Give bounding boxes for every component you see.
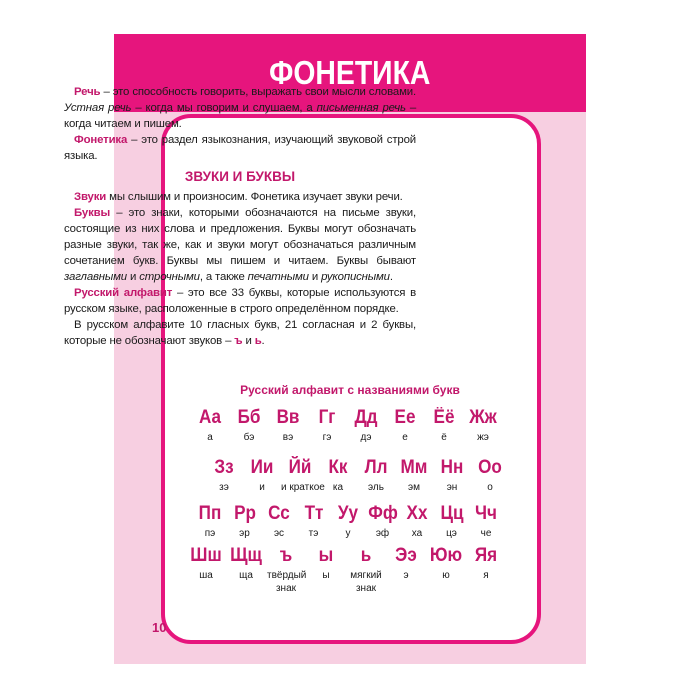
italic-term: Устная речь xyxy=(64,102,132,114)
paragraph-sounds xyxy=(64,189,416,205)
letter-name: тэ xyxy=(308,528,319,539)
letter-name: я xyxy=(483,570,489,581)
letter-glyph: Чч xyxy=(475,503,497,524)
letter-name: вэ xyxy=(282,432,294,443)
section-heading: ЗВУКИ И БУКВЫ xyxy=(184,169,296,184)
letter-name: ё xyxy=(441,432,447,443)
letter-cell xyxy=(191,503,229,540)
italic-term: печатными xyxy=(247,271,309,283)
letter-cell xyxy=(427,545,465,582)
letter-glyph: Гг xyxy=(318,407,336,428)
letter-name: мягкий xyxy=(350,570,382,581)
letter-glyph: Оо xyxy=(478,457,502,478)
letter-glyph: Хх xyxy=(406,503,428,524)
text-span: В русском алфавите 10 гласных букв, 21 согласная и 2 буквы, которые не обозначают звуков – xyxy=(64,319,416,347)
letter-cell xyxy=(295,503,333,540)
letter-glyph: Юю xyxy=(429,545,463,566)
letter-glyph: Фф xyxy=(367,503,398,524)
letter-cell xyxy=(243,457,281,494)
letter-name: эн xyxy=(446,482,458,493)
letter-cell xyxy=(464,407,502,444)
letter-cell xyxy=(364,503,402,540)
letter-glyph: Ээ xyxy=(395,545,417,566)
letter-glyph: ъ xyxy=(279,545,293,566)
text-span: и xyxy=(242,335,255,347)
letter-cell xyxy=(187,545,225,582)
letter-name: ка xyxy=(332,482,344,493)
letter-glyph: Сс xyxy=(268,503,290,524)
letter-name: ща xyxy=(239,570,253,581)
letter-cell xyxy=(347,407,385,444)
italic-term: заглавными xyxy=(64,271,127,283)
letter-glyph: ь xyxy=(360,545,372,566)
letter-cell xyxy=(319,457,357,494)
paragraph-phonetics xyxy=(64,132,416,164)
letter-glyph: Жж xyxy=(469,407,497,428)
letter-cell xyxy=(226,503,264,540)
text-span: . xyxy=(261,335,265,347)
letter-glyph: Уу xyxy=(337,503,359,524)
text-span: – это способность говорить, выражать свои мысли словами. xyxy=(100,86,416,98)
text-span: – когда читаем и пишем. xyxy=(64,102,417,130)
italic-term: строчными xyxy=(139,271,200,283)
alphabet-title: Русский алфавит с названиями букв xyxy=(240,383,460,397)
letter-cell xyxy=(471,457,509,494)
letter-cell xyxy=(387,545,425,582)
text-span: – это раздел языкознания, изучающий звуковой строй языка. xyxy=(64,134,416,162)
letter-name: э xyxy=(403,570,409,581)
text-span: и xyxy=(127,271,140,283)
letter-name: эль xyxy=(368,482,384,493)
italic-term: письменная речь xyxy=(316,102,406,114)
letter-cell xyxy=(357,457,395,494)
letter-name: жэ xyxy=(477,432,489,443)
letter-glyph: Аа xyxy=(198,407,222,428)
letter-cell xyxy=(191,407,229,444)
letter-cell xyxy=(398,503,436,540)
letter-name: ы xyxy=(322,570,330,581)
term-speech: Речь xyxy=(74,86,101,98)
letter-cell xyxy=(227,545,265,582)
letter-glyph: Бб xyxy=(237,407,261,428)
paragraph-speech xyxy=(64,84,416,132)
letter-cell xyxy=(260,503,298,540)
letter-name: че xyxy=(480,528,492,539)
letter-cell xyxy=(433,457,471,494)
letter-name: зэ xyxy=(219,482,229,493)
letter-cell xyxy=(267,545,305,595)
letter-name: эр xyxy=(239,528,250,539)
hard-sign-inline: ъ xyxy=(234,335,243,347)
letter-glyph: Цц xyxy=(439,503,464,524)
letter-name: ю xyxy=(442,570,450,581)
letter-name: ша xyxy=(199,570,213,581)
alphabet-row xyxy=(191,407,501,447)
letter-glyph: Зз xyxy=(214,457,234,478)
letter-glyph: Шш xyxy=(190,545,222,566)
letter-glyph: Дд xyxy=(354,407,378,428)
letter-cell xyxy=(386,407,424,444)
letter-name: и xyxy=(259,482,265,493)
term-phonetics: Фонетика xyxy=(74,134,128,146)
paragraph-counts xyxy=(64,317,416,349)
italic-term: рукописными xyxy=(321,271,390,283)
text-span: . xyxy=(389,271,393,283)
letter-cell xyxy=(205,457,243,494)
letter-glyph: Ии xyxy=(250,457,274,478)
letter-cell xyxy=(230,407,268,444)
letter-name: а xyxy=(207,432,213,443)
letter-name: дэ xyxy=(360,432,372,443)
page-number: 10 xyxy=(152,620,167,635)
letter-glyph: Тт xyxy=(304,503,323,524)
term-letters: Буквы xyxy=(74,207,111,219)
letter-name: эс xyxy=(273,528,285,539)
letter-name: е xyxy=(402,432,408,443)
letter-glyph: Щщ xyxy=(230,545,262,566)
letter-glyph: ы xyxy=(318,545,334,566)
letter-cell xyxy=(425,407,463,444)
paragraph-alphabet xyxy=(64,285,416,317)
letter-name: ха xyxy=(411,528,423,539)
alphabet-row xyxy=(191,503,501,543)
letter-cell xyxy=(308,407,346,444)
letter-name: эф xyxy=(375,528,390,539)
letter-glyph: Мм xyxy=(400,457,428,478)
letter-name: бэ xyxy=(243,432,255,443)
text-span: – это знаки, которыми обозначаются на письме звуки, состоящие из них слова и предложения. Буквы могут обозначать разные звуки, так же, как и звуки могут обозначаться различным сочетанием букв. Буквы мы пишем и читаем. Буквы бывают xyxy=(64,207,416,267)
letter-glyph: Ее xyxy=(394,407,416,428)
text-span: – это все 33 буквы, которые используются в русском языке, расположенные в строго определённом порядке. xyxy=(64,287,416,315)
letter-cell xyxy=(281,457,325,494)
letter-name: пэ xyxy=(204,528,216,539)
soft-sign-inline: ь xyxy=(254,335,262,347)
page-title: ФОНЕТИКА xyxy=(269,54,431,91)
letter-glyph: Рр xyxy=(233,503,256,524)
letter-name: эм xyxy=(408,482,420,493)
letter-cell xyxy=(467,545,505,582)
letter-cell xyxy=(269,407,307,444)
letter-glyph: Йй xyxy=(288,457,312,478)
letter-name: у xyxy=(345,528,351,539)
letter-name: цэ xyxy=(446,528,457,539)
letter-glyph: Яя xyxy=(474,545,498,566)
paragraph-letters xyxy=(64,205,416,285)
letter-cell xyxy=(307,545,345,582)
term-sounds: Звуки xyxy=(74,191,107,203)
letter-cell xyxy=(329,503,367,540)
letter-glyph: Кк xyxy=(328,457,348,478)
letter-cell xyxy=(433,503,471,540)
letter-glyph: Пп xyxy=(198,503,222,524)
letter-name-line2: знак xyxy=(275,583,297,594)
letter-cell xyxy=(347,545,385,595)
letter-name: твёрдый xyxy=(267,570,307,581)
alphabet-row xyxy=(205,457,515,497)
letter-name: и краткое xyxy=(281,482,325,493)
letter-glyph: Ёё xyxy=(433,407,455,428)
text-span: и xyxy=(308,271,322,283)
letter-glyph: Нн xyxy=(440,457,464,478)
term-alphabet: Русский алфавит xyxy=(74,287,173,299)
text-span: – когда мы говорим и слушаем, а xyxy=(131,102,317,114)
letter-name: о xyxy=(487,482,493,493)
text-span: мы слышим и произносим. Фонетика изучает звуки речи. xyxy=(106,191,403,203)
text-span: , а также xyxy=(199,271,248,283)
letter-cell xyxy=(395,457,433,494)
text-body xyxy=(64,84,416,349)
letter-cell xyxy=(467,503,505,540)
letter-glyph: Вв xyxy=(276,407,300,428)
letter-name: гэ xyxy=(322,432,332,443)
letter-name-line2: знак xyxy=(355,583,377,594)
alphabet-row xyxy=(187,545,498,594)
letter-glyph: Лл xyxy=(364,457,388,478)
